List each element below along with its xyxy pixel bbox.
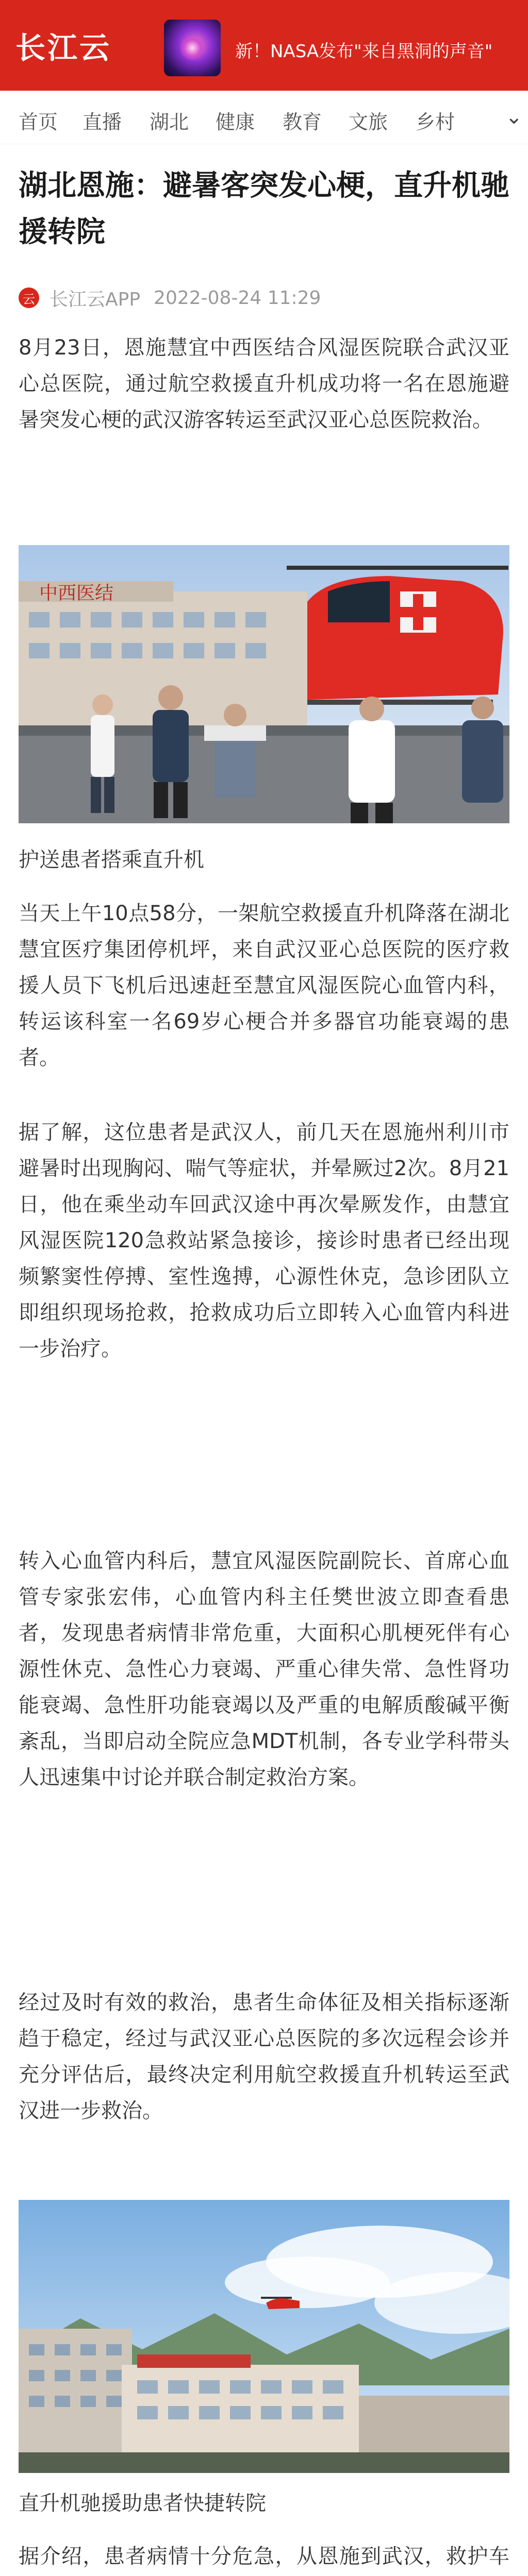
tab-hubei[interactable]: 湖北 bbox=[150, 111, 189, 133]
photo-helicopter-transfer bbox=[19, 545, 509, 823]
promo-headline[interactable]: 新！NASA发布"来自黑洞的声音" bbox=[235, 41, 493, 62]
publish-time: 2022-08-24 11:29 bbox=[154, 287, 321, 309]
top-banner bbox=[0, 0, 528, 91]
tab-health[interactable]: 健康 bbox=[216, 111, 255, 133]
article-paragraph: 当天上午10点58分，一架航空救援直升机降落在湖北慧宜医疗集团停机坪，来自武汉亚心总医院的医疗救援人员下飞机后迅速赶至慧宜风湿医院心血管内科，转运该科室一名69岁心梗合并多器官功能衰竭的患者。 bbox=[19, 902, 509, 1070]
promo-thumbnail[interactable] bbox=[164, 20, 221, 76]
tab-live[interactable]: 直播 bbox=[82, 111, 122, 133]
tab-rural[interactable]: 乡村 bbox=[416, 111, 455, 133]
tab-home[interactable]: 首页 bbox=[19, 111, 58, 133]
photo-helicopter-flight bbox=[19, 2200, 509, 2473]
photo-caption: 直升机驰援助患者快捷转院 bbox=[19, 2492, 266, 2515]
source-name[interactable]: 长江云APP bbox=[50, 289, 141, 310]
article-meta bbox=[19, 282, 321, 313]
photo-caption: 护送患者搭乘直升机 bbox=[19, 848, 204, 872]
article-paragraph: 经过及时有效的救治，患者生命体征及相关指标逐渐趋于稳定，经过与武汉亚心总医院的多次远程会诊并充分评估后，最终决定利用航空救援直升机转运至武汉进一步救治。 bbox=[19, 1991, 509, 2123]
tab-education[interactable]: 教育 bbox=[283, 111, 322, 133]
article-paragraph: 8月23日，恩施慧宜中西医结合风湿医院联合武汉亚心总医院，通过航空救援直升机成功将一名在恩施避暑突发心梗的武汉游客转运至武汉亚心总医院救治。 bbox=[19, 336, 509, 432]
article-title: 湖北恩施：避暑客突发心梗，直升机驰援转院 bbox=[19, 169, 509, 249]
source-icon: 云 bbox=[19, 287, 39, 308]
app-logo[interactable]: 长江云 bbox=[15, 30, 112, 65]
chevron-down-icon[interactable]: ⌄ bbox=[505, 105, 523, 129]
article-paragraph: 转入心血管内科后，慧宜风湿医院副院长、首席心血管专家张宏伟，心血管内科主任樊世波立即查看患者，发现患者病情非常危重，大面积心肌梗死伴有心源性休克、急性心力衰竭、严重心律失常、急性肾功能衰竭、急性肝功能衰竭以及严重的电解质酸碱平衡紊乱，当即启动全院应急MDT机制，各专业学科带头人迅速集中讨论并联合制定救治方案。 bbox=[19, 1549, 509, 1789]
tab-culture[interactable]: 文旅 bbox=[349, 111, 388, 133]
article-paragraph: 据了解，这位患者是武汉人，前几天在恩施州利川市避暑时出现胸闷、喘气等症状，并晕厥过2次。8月21日，他在乘坐动车回武汉途中再次晕厥发作，由慧宜风湿医院120急救站紧急接诊，接诊时患者已经出现频繁窦性停搏、室性逸搏，心源性休克，急诊团队立即组织现场抢救，抢救成功后立即转入心血管内科进一步治疗。 bbox=[19, 1121, 509, 1361]
channel-nav bbox=[0, 91, 528, 144]
article-paragraph: 据介绍，患者病情十分危急，从恩施到武汉，救护车 bbox=[19, 2545, 509, 2568]
building-sign: 中西医结 bbox=[39, 583, 114, 604]
